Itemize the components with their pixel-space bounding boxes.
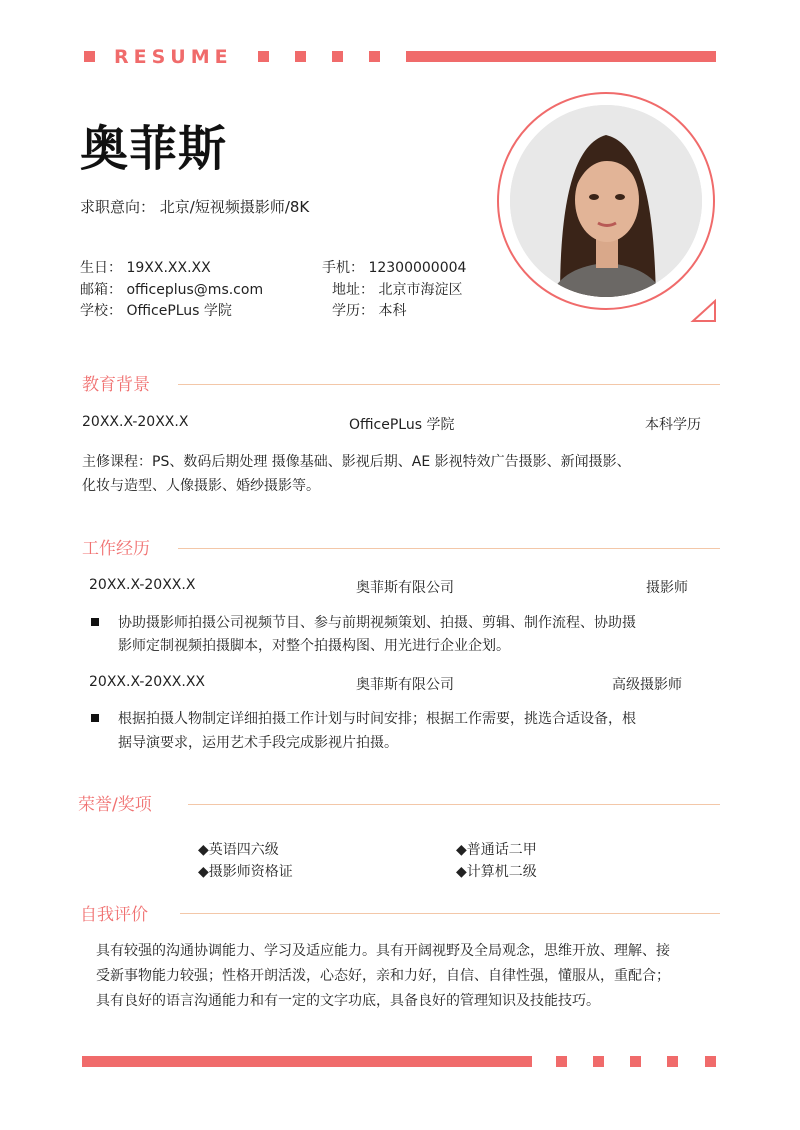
info-email: 邮箱： officeplus@ms.com: [80, 282, 264, 298]
info-address: 地址： 北京市海淀区: [332, 282, 463, 298]
job-2-desc-line-2: 据导演要求，运用艺术手段完成影视片拍摄。: [118, 735, 398, 751]
education-degree: 本科学历: [645, 417, 701, 433]
info-degree: 学历： 本科: [332, 303, 407, 319]
education-courses-line-1: 主修课程：PS、数码后期处理 摄像基础、影视后期、AE 影视特效广告摄影、新闻摄影、: [82, 454, 631, 470]
corner-triangle-icon: [690, 298, 718, 324]
job-2-role: 高级摄影师: [612, 677, 682, 693]
info-birthday: 生日： 19XX.XX.XX: [80, 260, 211, 276]
section-divider-self-eval: [180, 913, 720, 914]
honor-item-4: ◆计算机二级: [456, 864, 537, 880]
header-square-3: [295, 51, 306, 62]
education-courses-line-2: 化妆与造型、人像摄影、婚纱摄影等。: [82, 478, 320, 494]
job-2-bullet: [91, 714, 99, 722]
section-divider-honors: [188, 804, 720, 805]
header-square-4: [332, 51, 343, 62]
self-eval-line-1: 具有较强的沟通协调能力、学习及适应能力。具有开阔视野及全局观念，思维开放、理解、接: [96, 943, 670, 959]
job-2-company: 奥菲斯有限公司: [356, 677, 454, 693]
job-1-company: 奥菲斯有限公司: [356, 580, 454, 596]
job-1-desc-line-1: 协助摄影师拍摄公司视频节目、参与前期视频策划、拍摄、剪辑、制作流程、协助摄: [118, 615, 636, 631]
footer-square-4: [667, 1056, 678, 1067]
section-title-education: 教育背景: [82, 375, 150, 395]
footer-square-3: [630, 1056, 641, 1067]
header-square-2: [258, 51, 269, 62]
profile-photo: [510, 105, 702, 297]
info-school: 学校： OfficePLus 学院: [80, 303, 232, 319]
honor-item-1: ◆英语四六级: [198, 842, 279, 858]
job-1-period: 20XX.X-20XX.X: [89, 577, 196, 593]
section-title-honors: 荣誉/奖项: [78, 795, 152, 815]
candidate-name: 奥菲斯: [80, 121, 228, 177]
section-divider-education: [178, 384, 720, 385]
header-square-5: [369, 51, 380, 62]
section-title-work: 工作经历: [82, 539, 150, 559]
job-2-desc-line-1: 根据拍摄人物制定详细拍摄工作计划与时间安排；根据工作需要，挑选合适设备，根: [118, 711, 636, 727]
footer-square-1: [556, 1056, 567, 1067]
footer-square-2: [593, 1056, 604, 1067]
job-1-desc-line-2: 影师定制视频拍摄脚本，对整个拍摄构图、用光进行企业企划。: [118, 638, 510, 654]
footer-square-5: [705, 1056, 716, 1067]
section-title-self-eval: 自我评价: [80, 905, 148, 925]
honor-item-2: ◆普通话二甲: [456, 842, 537, 858]
job-1-bullet: [91, 618, 99, 626]
job-1-role: 摄影师: [646, 580, 688, 596]
job-2-period: 20XX.X-20XX.XX: [89, 674, 206, 690]
education-period: 20XX.X-20XX.X: [82, 414, 189, 430]
info-phone: 手机： 12300000004: [322, 260, 467, 276]
education-school: OfficePLus 学院: [349, 417, 455, 433]
resume-label: RESUME: [114, 46, 233, 68]
section-divider-work: [178, 548, 720, 549]
honor-item-3: ◆摄影师资格证: [198, 864, 293, 880]
self-eval-line-3: 具有良好的语言沟通能力和有一定的文字功底，具备良好的管理知识及技能技巧。: [96, 993, 600, 1009]
self-eval-line-2: 受新事物能力较强；性格开朗活泼，心态好，亲和力好，自信、自律性强，懂服从，重配合；: [96, 968, 670, 984]
footer-bar: [82, 1056, 532, 1067]
header-bar: [406, 51, 716, 62]
header-square-1: [84, 51, 95, 62]
job-intent: 求职意向： 北京/短视频摄影师/8K: [80, 198, 310, 216]
